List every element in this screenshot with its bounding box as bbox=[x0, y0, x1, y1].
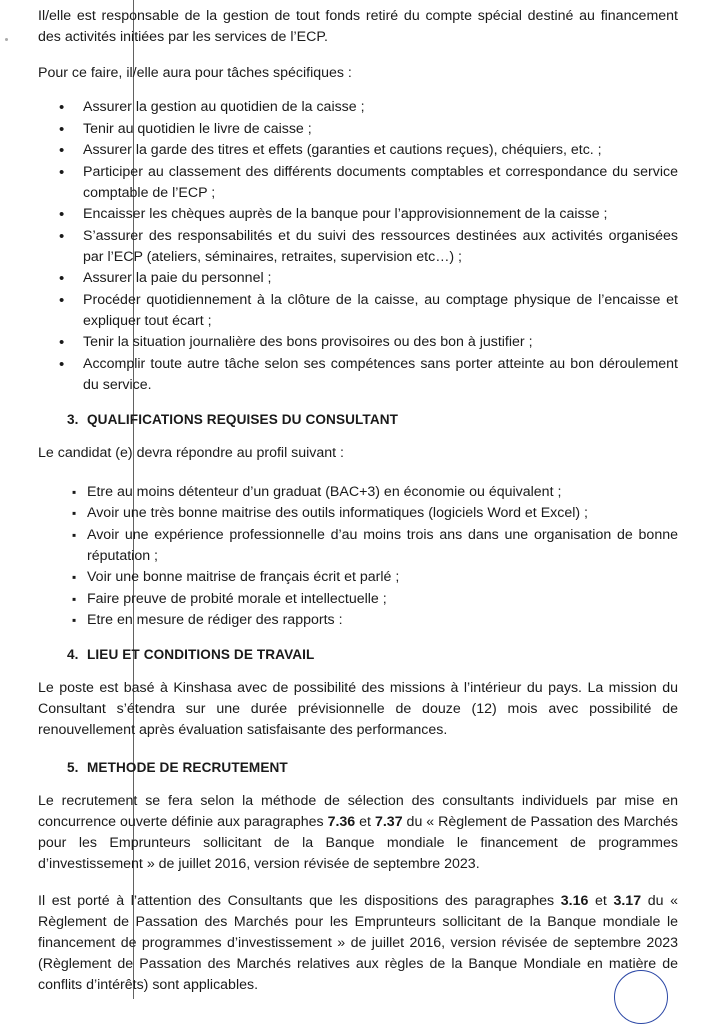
tasks-lead: Pour ce faire, il/elle aura pour tâches spécifiques : bbox=[38, 65, 352, 81]
list-item: ▪ Etre en mesure de rédiger des rapports : bbox=[72, 610, 678, 631]
text-run: du « Règlement de Passation des Marchés pour les Emprunteurs sollicitant de la Banque mondiale le financement de programmes d’investissement » de juillet 2016, version révisée de septembre 2023 (Règlement de Passation des Marchés relatives aux règles de la Banque Mondiale en matière de conflits d’intérêts) sont applicables. bbox=[38, 893, 679, 993]
list-item: ▪ Avoir une très bonne maitrise des outils informatiques (logiciels Word et Excel) ; bbox=[72, 503, 678, 524]
section-5-heading bbox=[67, 757, 678, 778]
text-run: et bbox=[588, 893, 614, 909]
paragraph-ref: 7.37 bbox=[374, 814, 403, 830]
list-item: • Accomplir toute autre tâche selon ses compétences sans porter atteinte au bon déroulement du service. bbox=[59, 354, 678, 396]
qualifications-list bbox=[72, 482, 678, 632]
section-title: QUALIFICATIONS REQUISES DU CONSULTANT bbox=[87, 411, 399, 427]
list-item: • Assurer la paie du personnel ; bbox=[59, 268, 678, 289]
list-item: • S’assurer des responsabilités et du suivi des ressources destinées aux activités organisées par l’ECP (ateliers, séminaires, retraites, supervision etc…) ; bbox=[59, 226, 678, 268]
section-4-paragraph: Le poste est basé à Kinshasa avec de possibilité des missions à l’intérieur du pays. La mission du Consultant s’étendra sur une durée prévisionnelle de douze (12) mois avec possibilité de renouvellement après évaluation satisfaisante des performances. bbox=[38, 680, 678, 738]
section-4-heading bbox=[67, 644, 678, 665]
list-item: • Tenir la situation journalière des bons provisoires ou des bon à justifier ; bbox=[59, 332, 678, 353]
list-item: • Procéder quotidiennement à la clôture de la caisse, au comptage physique de l’encaisse et expliquer tout écart ; bbox=[59, 290, 678, 332]
section-5-paragraph-2 bbox=[38, 891, 678, 996]
intro-paragraph bbox=[38, 6, 678, 48]
tasks-list bbox=[59, 97, 678, 396]
list-item: • Participer au classement des différents documents comptables et correspondance du service comptable de l’ECP ; bbox=[59, 162, 678, 204]
section-number: 4. bbox=[67, 647, 79, 662]
section-title: METHODE DE RECRUTEMENT bbox=[87, 760, 288, 775]
intro-line-1: Il/elle est responsable de la gestion de tout fonds retiré du compte spécial destiné au financement bbox=[38, 8, 678, 24]
list-item: • Assurer la garde des titres et effets (garanties et cautions reçues), chéquiers, etc. ; bbox=[59, 140, 678, 161]
section-number: 5. bbox=[67, 760, 79, 775]
intro-line-2: des activités initiées par les services de l’ECP. bbox=[38, 29, 328, 45]
scan-speck bbox=[5, 38, 8, 41]
list-item: ▪ Faire preuve de probité morale et intellectuelle ; bbox=[72, 589, 678, 610]
list-item: ▪ Avoir une expérience professionnelle d’au moins trois ans dans une organisation de bonne réputation ; bbox=[72, 525, 678, 567]
section-heading bbox=[67, 409, 678, 430]
list-item: • Assurer la gestion au quotidien de la caisse ; bbox=[59, 97, 678, 118]
list-item: • Tenir au quotidien le livre de caisse ; bbox=[59, 119, 678, 140]
text-run: Il est porté à l’attention des Consultants que les dispositions des paragraphes bbox=[38, 893, 561, 909]
list-item: • Encaisser les chèques auprès de la banque pour l’approvisionnement de la caisse ; bbox=[59, 204, 678, 225]
section-heading bbox=[67, 757, 678, 778]
section-5-paragraph-1 bbox=[38, 791, 678, 875]
text-run: et bbox=[355, 814, 375, 830]
section-heading bbox=[67, 644, 678, 665]
text-run: Le recrutement se fera selon la méthode de sélection des consultants individuels par mise en concurrence ouverte définie aux paragraphes bbox=[38, 793, 678, 830]
paragraph-ref: 3.16 bbox=[560, 893, 589, 909]
section-3-lead: Le candidat (e) devra répondre au profil suivant : bbox=[38, 444, 345, 461]
document-body bbox=[38, 6, 678, 996]
section-title: LIEU ET CONDITIONS DE TRAVAIL bbox=[87, 647, 315, 662]
section-number: 3. bbox=[67, 411, 79, 427]
paragraph-ref: 3.17 bbox=[613, 893, 642, 909]
list-item: ▪ Etre au moins détenteur d’un graduat (BAC+3) en économie ou équivalent ; bbox=[72, 482, 678, 503]
section-3-heading bbox=[67, 409, 678, 430]
paragraph-ref: 7.36 bbox=[327, 814, 356, 830]
list-item: ▪ Voir une bonne maitrise de français écrit et parlé ; bbox=[72, 567, 678, 588]
text-run: du « Règlement de Passation des Marchés pour les Emprunteurs sollicitant de la Banque mondiale le financement de programmes d’investissement » de juillet 2016, version révisée de septembre 2023. bbox=[38, 814, 678, 872]
